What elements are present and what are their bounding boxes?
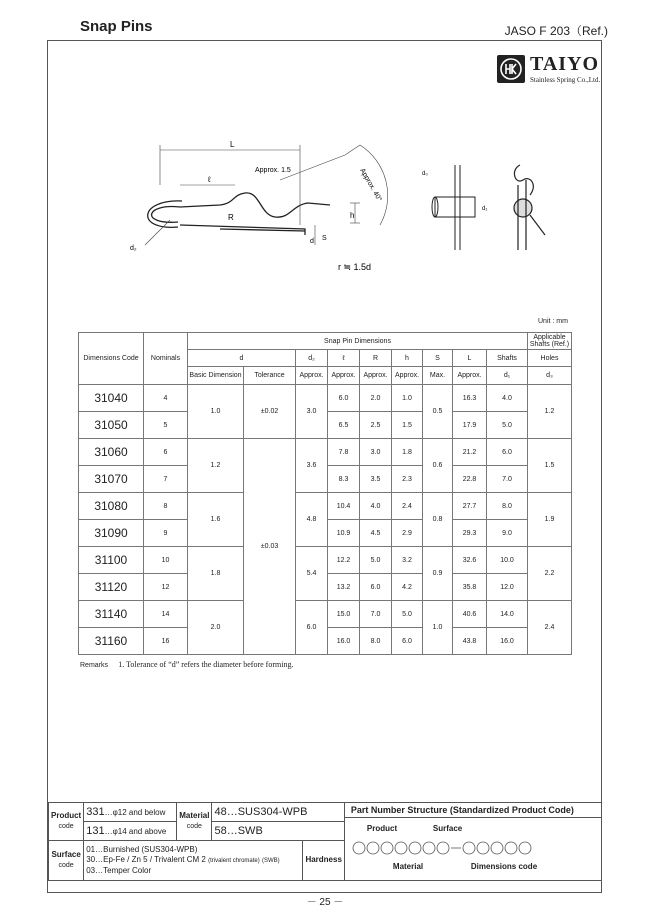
- th-S-max: Max.: [423, 367, 453, 385]
- cell-hole: 2.2: [528, 547, 572, 601]
- remarks-label: Remarks: [80, 662, 109, 669]
- cell-nominal: 16: [144, 628, 188, 655]
- cell-h: 5.0: [392, 601, 423, 628]
- cell-shaft: 4.0: [487, 385, 528, 412]
- cell-basic-d: 1.8: [188, 547, 244, 601]
- company-logo: [497, 53, 601, 89]
- cell-nominal: 5: [144, 412, 188, 439]
- product-code-label: Product code: [49, 803, 84, 841]
- th-holes: Holes: [528, 350, 572, 367]
- cell-shaft: 9.0: [487, 520, 528, 547]
- cell-hole: 2.4: [528, 601, 572, 655]
- cell-ell: 6.5: [328, 412, 360, 439]
- th-tolerance: Tolerance: [244, 367, 296, 385]
- surface-option-01: 01…Burnished (SUS304-WPB): [86, 844, 198, 854]
- cell-nominal: 4: [144, 385, 188, 412]
- page-title: Snap Pins: [80, 18, 153, 35]
- cell-R: 3.0: [360, 439, 392, 466]
- cell-ell: 8.3: [328, 466, 360, 493]
- cell-tolerance: ±0.02: [244, 385, 296, 439]
- cell-code: 31100: [79, 547, 144, 574]
- cell-shaft: 10.0: [487, 547, 528, 574]
- th-applicable-shafts: Applicable Shafts (Ref.): [528, 333, 572, 350]
- surface-code-label: Surface code: [49, 840, 84, 880]
- cell-R: 6.0: [360, 574, 392, 601]
- logo-mark-icon: [497, 55, 525, 83]
- part-number-structure: [344, 803, 601, 881]
- unit-label: Unit : mm: [538, 318, 568, 325]
- structure-surface: Surface: [432, 824, 463, 833]
- cell-h: 6.0: [392, 628, 423, 655]
- page-number: － 25 －: [306, 897, 344, 908]
- cell-basic-d: 1.6: [188, 493, 244, 547]
- cell-R: 3.5: [360, 466, 392, 493]
- cell-h: 4.2: [392, 574, 423, 601]
- cell-L: 22.8: [453, 466, 487, 493]
- cell-code: 31160: [79, 628, 144, 655]
- cell-ell: 6.0: [328, 385, 360, 412]
- structure-dimensions: Dimensions code: [470, 862, 538, 871]
- cell-L: 43.8: [453, 628, 487, 655]
- th-snap-pin-dimensions: Snap Pin Dimensions: [188, 333, 528, 350]
- cell-code: 31040: [79, 385, 144, 412]
- part-number-table: [48, 802, 602, 881]
- material-code-1: 48…SUS304-WPB: [212, 803, 344, 822]
- label-d: d: [310, 238, 314, 245]
- th-L-approx: Approx.: [453, 367, 487, 385]
- cell-S: 0.5: [423, 385, 453, 439]
- cell-L: 29.3: [453, 520, 487, 547]
- cell-h: 3.2: [392, 547, 423, 574]
- label-r-note: r ≒ 1.5d: [338, 262, 372, 272]
- cell-shaft: 12.0: [487, 574, 528, 601]
- cell-d2: 3.6: [296, 439, 328, 493]
- cell-basic-d: 1.2: [188, 439, 244, 493]
- cell-R: 4.0: [360, 493, 392, 520]
- th-d2-approx: Approx.: [296, 367, 328, 385]
- th-dimensions-code: Dimensions Code: [79, 333, 144, 385]
- cell-nominal: 9: [144, 520, 188, 547]
- th-holes-d3: d₃: [528, 367, 572, 385]
- cell-nominal: 12: [144, 574, 188, 601]
- cell-R: 5.0: [360, 547, 392, 574]
- cell-code: 31050: [79, 412, 144, 439]
- cell-code: 31090: [79, 520, 144, 547]
- th-basic-dimension: Basic Dimension: [188, 367, 244, 385]
- th-R: R: [360, 350, 392, 367]
- th-shafts: Shafts: [487, 350, 528, 367]
- hardness-label: Hardness: [303, 840, 344, 880]
- label-ell: ℓ: [208, 175, 211, 184]
- cell-h: 2.4: [392, 493, 423, 520]
- cell-ell: 16.0: [328, 628, 360, 655]
- cell-L: 35.8: [453, 574, 487, 601]
- logo-subtitle: Stainless Spring Co.,Ltd.: [530, 76, 601, 84]
- structure-code-circles: [351, 838, 556, 858]
- cell-ell: 13.2: [328, 574, 360, 601]
- cell-d2: 3.0: [296, 385, 328, 439]
- label-d2: d₂: [130, 245, 137, 252]
- cell-R: 4.5: [360, 520, 392, 547]
- cell-ell: 7.8: [328, 439, 360, 466]
- cell-h: 1.0: [392, 385, 423, 412]
- cell-L: 16.3: [453, 385, 487, 412]
- cell-R: 2.0: [360, 385, 392, 412]
- cell-h: 2.9: [392, 520, 423, 547]
- cell-S: 0.9: [423, 547, 453, 601]
- cell-nominal: 8: [144, 493, 188, 520]
- structure-product: Product: [366, 824, 398, 833]
- cell-R: 2.5: [360, 412, 392, 439]
- cell-shaft: 5.0: [487, 412, 528, 439]
- th-S: S: [423, 350, 453, 367]
- th-R-approx: Approx.: [360, 367, 392, 385]
- cell-tolerance: ±0.03: [244, 439, 296, 655]
- cell-S: 0.6: [423, 439, 453, 493]
- structure-title: Part Number Structure (Standardized Product Code): [345, 803, 601, 818]
- cell-hole: 1.5: [528, 439, 572, 493]
- th-L: L: [453, 350, 487, 367]
- cell-shaft: 14.0: [487, 601, 528, 628]
- remarks: [80, 660, 293, 669]
- cell-shaft: 6.0: [487, 439, 528, 466]
- th-ell-approx: Approx.: [328, 367, 360, 385]
- pin-end-view: [514, 165, 545, 250]
- cell-hole: 1.2: [528, 385, 572, 439]
- label-S: S: [322, 235, 327, 242]
- cell-ell: 12.2: [328, 547, 360, 574]
- cell-nominal: 14: [144, 601, 188, 628]
- cell-ell: 10.4: [328, 493, 360, 520]
- structure-material: Material: [392, 862, 424, 871]
- pin-cross-section: [432, 165, 475, 250]
- cell-h: 1.8: [392, 439, 423, 466]
- cell-S: 0.8: [423, 493, 453, 547]
- cell-L: 21.2: [453, 439, 487, 466]
- label-R: R: [228, 213, 234, 222]
- label-approx-1-5: Approx. 1.5: [255, 167, 291, 174]
- material-code-2: 58…SWB: [212, 821, 344, 840]
- cell-R: 7.0: [360, 601, 392, 628]
- surface-codes: [84, 840, 303, 880]
- th-d: d: [188, 350, 296, 367]
- cell-code: 31060: [79, 439, 144, 466]
- cell-nominal: 6: [144, 439, 188, 466]
- pin-side-view: [148, 193, 330, 235]
- cell-hole: 1.9: [528, 493, 572, 547]
- cell-h: 2.3: [392, 466, 423, 493]
- cell-h: 1.5: [392, 412, 423, 439]
- cell-shaft: 7.0: [487, 466, 528, 493]
- product-code-1: 331…φ12 and below: [84, 803, 177, 822]
- cell-L: 40.6: [453, 601, 487, 628]
- cell-shaft: 8.0: [487, 493, 528, 520]
- cell-L: 27.7: [453, 493, 487, 520]
- cell-nominal: 7: [144, 466, 188, 493]
- label-h: h: [350, 211, 355, 220]
- cell-R: 8.0: [360, 628, 392, 655]
- material-code-label: Material code: [177, 803, 212, 841]
- label-d0: d₀: [422, 171, 428, 177]
- cell-L: 17.9: [453, 412, 487, 439]
- label-L: L: [230, 140, 235, 149]
- th-h: h: [392, 350, 423, 367]
- logo-name: TAIYO: [530, 53, 600, 75]
- cell-basic-d: 1.0: [188, 385, 244, 439]
- cell-S: 1.0: [423, 601, 453, 655]
- th-h-approx: Approx.: [392, 367, 423, 385]
- cell-basic-d: 2.0: [188, 601, 244, 655]
- th-ell: ℓ: [328, 350, 360, 367]
- snap-pin-drawing: [60, 125, 580, 295]
- product-code-2: 131…φ14 and above: [84, 821, 177, 840]
- standard-reference: JASO F 203（Ref.): [504, 24, 608, 38]
- cell-ell: 15.0: [328, 601, 360, 628]
- cell-ell: 10.9: [328, 520, 360, 547]
- cell-code: 31080: [79, 493, 144, 520]
- remarks-text: 1. Tolerance of “d” refers the diameter before forming.: [118, 660, 294, 669]
- cell-code: 31070: [79, 466, 144, 493]
- cell-code: 31140: [79, 601, 144, 628]
- surface-option-30: 30…Ep-Fe / Zn 5 / Trivalent CM 2 (trivalent chromate) (SWB): [86, 854, 280, 864]
- th-shafts-d1: d₁: [487, 367, 528, 385]
- cell-d2: 5.4: [296, 547, 328, 601]
- cell-code: 31120: [79, 574, 144, 601]
- cell-d2: 4.8: [296, 493, 328, 547]
- label-d1: d₁: [482, 206, 488, 212]
- surface-option-03: 03…Temper Color: [86, 865, 152, 875]
- th-nominals: Nominals: [144, 333, 188, 385]
- label-approx-40: Approx. 40°: [358, 167, 383, 203]
- cell-d2: 6.0: [296, 601, 328, 655]
- th-d2: d₂: [296, 350, 328, 367]
- cell-shaft: 16.0: [487, 628, 528, 655]
- dimensions-table: [78, 332, 572, 655]
- cell-L: 32.6: [453, 547, 487, 574]
- cell-nominal: 10: [144, 547, 188, 574]
